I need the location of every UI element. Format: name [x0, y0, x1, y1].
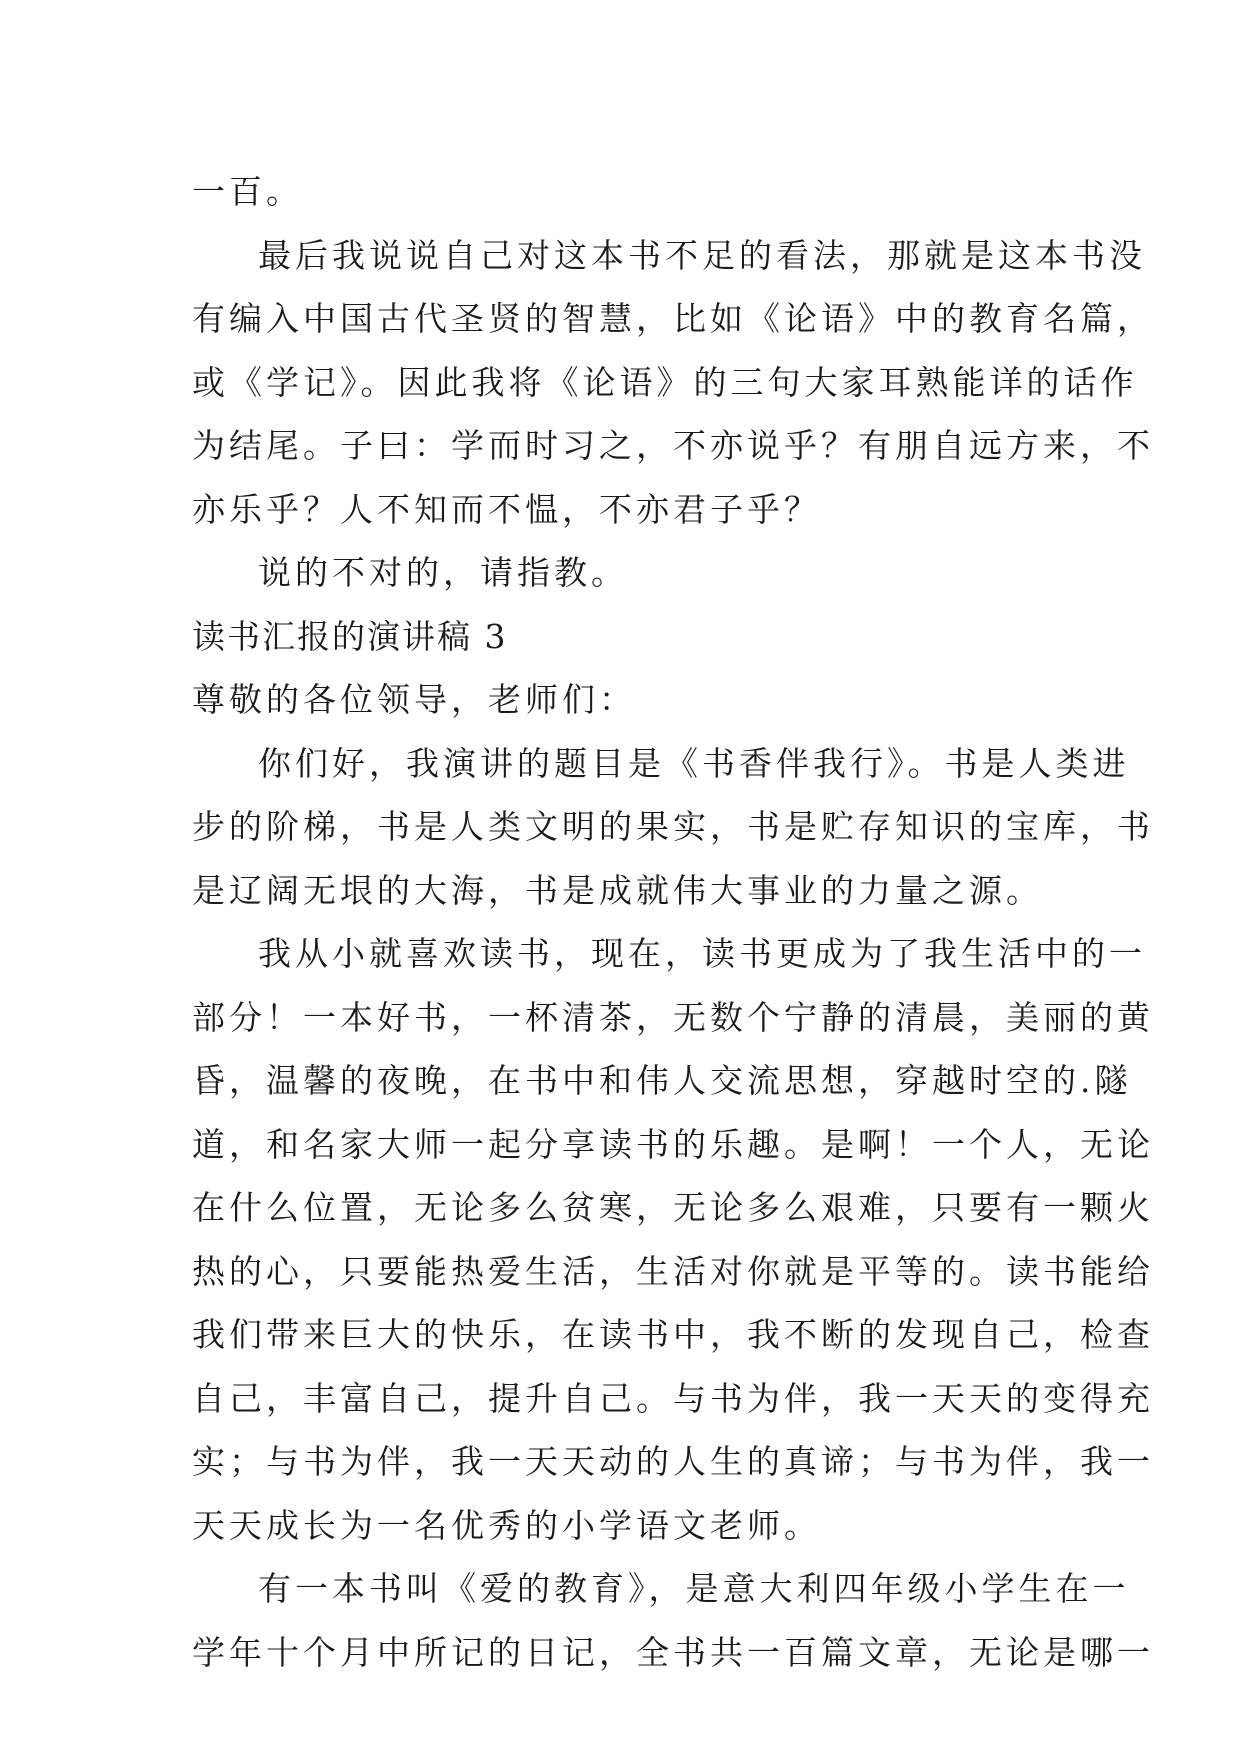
- text-line-3: 有编入中国古代圣贤的智慧，比如《论语》中的教育名篇，: [192, 299, 1154, 338]
- text-line-16: 道，和名家大师一起分享读书的乐趣。是啊！一个人，无论: [192, 1124, 1154, 1164]
- text-line-10: 你们好，我演讲的题目是《书香伴我行》。书是人类进: [258, 743, 1130, 783]
- text-line-12: 是辽阔无垠的大海，书是成就伟大事业的力量之源。: [192, 870, 1043, 910]
- document-body: [192, 160, 1154, 1684]
- text-line-17: 在什么位置，无论多么贫寒，无论多么艰难，只要有一颗火: [192, 1188, 1154, 1227]
- text-line-19: 我们带来巨大的快乐，在读书中，我不断的发现自己，检查: [192, 1315, 1154, 1354]
- salutation-line: 尊敬的各位领导，老师们：: [192, 680, 636, 719]
- text-line-7: 说的不对的，请指教。: [258, 553, 628, 592]
- text-line-23: 有一本书叫《爱的教育》，是意大利四年级小学生在一: [258, 1569, 1130, 1608]
- section-heading: 读书汇报的演讲稿 3: [192, 616, 508, 656]
- text-line-20: 自己，丰富自己，提升自己。与书为伴，我一天天的变得充: [192, 1378, 1154, 1418]
- text-line-5: 为结尾。子曰：学而时习之，不亦说乎？有朋自远方来，不: [192, 426, 1154, 465]
- text-line-4: 或《学记》。因此我将《论语》的三句大家耳熟能详的话作: [192, 362, 1138, 402]
- text-line-1: 一百。: [192, 172, 303, 211]
- text-line-2: 最后我说说自己对这本书不足的看法，那就是这本书没: [258, 235, 1146, 275]
- text-line-13: 我从小就喜欢读书，现在，读书更成为了我生活中的一: [258, 934, 1146, 973]
- text-line-11: 步的阶梯，书是人类文明的果实，书是贮存知识的宝库，书: [192, 807, 1154, 846]
- text-line-6: 亦乐乎？人不知而不愠，不亦君子乎？: [192, 489, 821, 529]
- text-line-24: 学年十个月中所记的日记，全书共一百篇文章，无论是哪一: [192, 1632, 1154, 1672]
- text-line-21: 实；与书为伴，我一天天动的人生的真谛；与书为伴，我一: [192, 1442, 1154, 1481]
- text-line-15: 昏，温馨的夜晚，在书中和伟人交流思想，穿越时空的.隧: [192, 1061, 1132, 1100]
- text-line-18: 热的心，只要能热爱生活，生活对你就是平等的。读书能给: [192, 1251, 1154, 1291]
- text-line-22: 天天成长为一名优秀的小学语文老师。: [192, 1505, 821, 1545]
- text-line-14: 部分！一本好书，一杯清茶，无数个宁静的清晨，美丽的黄: [192, 997, 1154, 1037]
